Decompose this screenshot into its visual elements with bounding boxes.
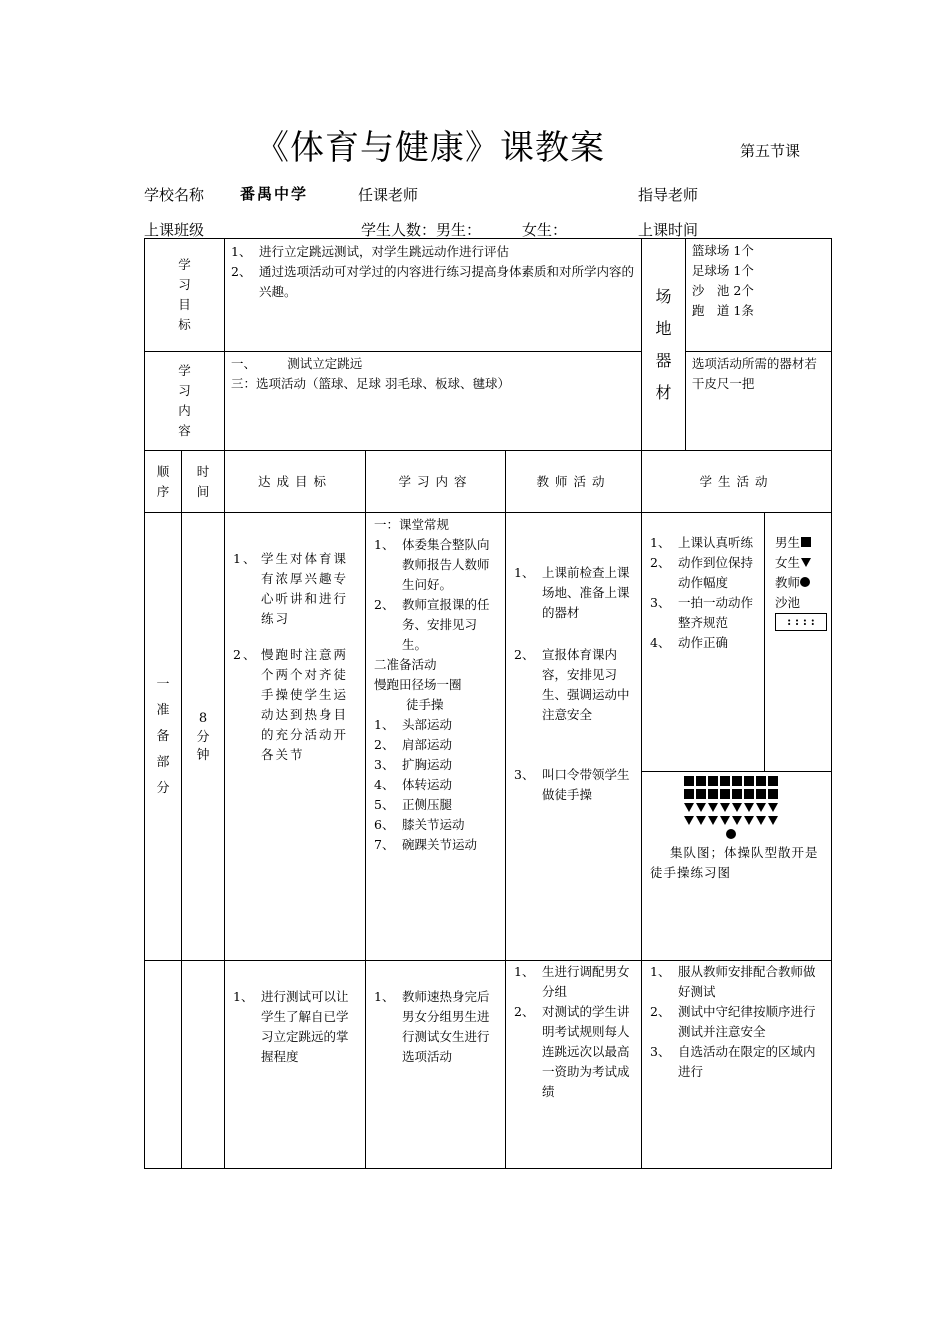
formation-caption: 集队图；体操队型散开是徒手操练习图	[650, 845, 819, 880]
list-item: 2、 对测试的学生讲明考试规则每人连跳远次以最高一资助为考试成绩	[514, 1004, 630, 1099]
list-item: 1、 教师速热身完后男女分组男生进行测试女生进行选项活动	[374, 989, 490, 1064]
list-item: 1、 上课认真听练	[650, 535, 754, 550]
part2-time	[182, 961, 225, 1169]
content-label: 学习内容	[178, 363, 191, 438]
list-item: 1、 上课前检查上课场地、准备上课的器材	[514, 565, 630, 620]
male-square-icon	[801, 537, 811, 547]
list-item: 2、 测试中守纪律按顺序进行测试并注意安全	[650, 1004, 816, 1039]
legend	[765, 513, 831, 771]
part2-order	[145, 961, 182, 1169]
header-teacher: 教师活动	[506, 451, 642, 513]
goals-cell	[225, 239, 642, 352]
content-line-2: 三：选项活动（篮球、足球 羽毛球、板球、毽球）	[231, 376, 510, 391]
content-line-1: 一、 测试立定跳远	[231, 356, 363, 371]
list-item: 1、 进行立定跳远测试，对学生跳远动作进行评估	[231, 244, 510, 259]
list-item: 6、 膝关节运动	[374, 817, 465, 832]
header-order: 顺序	[145, 451, 182, 513]
lesson-number: 第五节课	[740, 142, 801, 160]
part1-time: 8 分钟	[182, 513, 225, 961]
list-item: 2、 通过选项活动可对学过的内容进行练习提高身体素质和对所学内容的兴趣。	[231, 264, 635, 299]
legend-female: 女生	[775, 553, 827, 573]
venue-item: 足球场 1个	[691, 263, 754, 278]
prep-drill: 徒手操	[406, 697, 444, 712]
formation-icon	[638, 775, 823, 841]
lesson-plan-table	[144, 238, 832, 1169]
header-time: 时间	[182, 451, 225, 513]
school-label: 学校名称	[144, 186, 205, 204]
legend-male: 男生	[775, 533, 827, 553]
class-label: 上课班级	[144, 221, 205, 239]
venue-list-cell	[685, 239, 831, 352]
equipment-text: 选项活动所需的器材若干皮尺一把	[691, 356, 817, 391]
list-item: 2、 宣报体育课内容，安排见习生、强调运动中注意安全	[514, 647, 630, 722]
teacher-dot-icon	[800, 577, 810, 587]
list-item: 2、 教师宣报课的任务、安排见习生。	[374, 597, 490, 652]
list-item: 2、 动作到位保持动作幅度	[650, 555, 754, 590]
content-label-cell	[145, 352, 225, 451]
content-cell	[225, 352, 642, 451]
part2-goals	[225, 961, 366, 1169]
sand-pit-icon: : : : :	[775, 613, 827, 631]
header-content: 学习内容	[366, 451, 506, 513]
list-item: 1、 体委集合整队向教师报告人数师生问好。	[374, 537, 490, 592]
list-item: 3、 一拍一动动作整齐规范	[650, 595, 754, 630]
venue-label-cell	[642, 239, 686, 451]
goals-label-cell	[145, 239, 225, 352]
list-item: 2、 慢跑时注意两个两个对齐徒手操使学生运动达到热身目的充分活动开各关节	[233, 647, 349, 762]
list-item: 3、 自选活动在限定的区域内进行	[650, 1044, 816, 1079]
prep-run: 慢跑田径场一圈	[374, 677, 462, 692]
list-item: 1、 进行测试可以让学生了解自已学习立定跳远的掌握程度	[233, 989, 349, 1064]
part2-teacher	[506, 961, 642, 1169]
list-item: 1、 学生对体育课有浓厚兴趣专心听讲和进行练习	[233, 551, 349, 626]
formation-diagram	[642, 772, 831, 883]
time-label: 上课时间	[638, 221, 699, 239]
list-item: 1、 生进行调配男女分组	[514, 964, 630, 999]
list-item: 2、 肩部运动	[374, 737, 453, 752]
content-head: 一：课堂常规	[374, 517, 450, 532]
venue-item: 沙 池 2个	[691, 283, 754, 298]
goals-label: 学习目标	[178, 257, 191, 332]
female-label: 女生：	[522, 221, 568, 239]
part2-student	[642, 961, 832, 1169]
header-goal: 达成目标	[225, 451, 366, 513]
prep-title: 二准备活动	[374, 657, 437, 672]
list-item: 1、 头部运动	[374, 717, 453, 732]
students-label: 学生人数：男生：	[361, 221, 482, 239]
part1-teacher	[506, 513, 642, 961]
header-student: 学生活动	[642, 451, 832, 513]
part1-goals	[225, 513, 366, 961]
list-item: 4、 动作正确	[650, 635, 729, 650]
list-item: 1、 服从教师安排配合教师做好测试	[650, 964, 816, 999]
list-item: 5、 正侧压腿	[374, 797, 453, 812]
legend-sand: 沙池	[775, 595, 801, 610]
part2-content	[366, 961, 506, 1169]
venue-label: 场地器材	[655, 286, 672, 402]
venue-item: 跑 道 1条	[691, 303, 754, 318]
advisor-label: 指导老师	[638, 186, 699, 204]
school-name: 番禺中学	[240, 185, 309, 203]
list-item: 3、 叫口令带领学生做徒手操	[514, 767, 630, 802]
venue-item: 篮球场 1个	[691, 243, 754, 258]
equipment-cell	[685, 352, 831, 451]
page-title: 《体育与健康》课教案	[255, 128, 605, 168]
list-item: 7、 碗踝关节运动	[374, 837, 478, 852]
list-item: 3、 扩胸运动	[374, 757, 453, 772]
list-item: 4、 体转运动	[374, 777, 453, 792]
part1-student	[642, 513, 832, 961]
goals-list	[231, 242, 635, 302]
part1-order: 一准备部分	[145, 513, 182, 961]
teacher-label: 任课老师	[358, 186, 419, 204]
female-triangle-icon	[801, 558, 811, 567]
part1-content	[366, 513, 506, 961]
legend-teacher: 教师	[775, 573, 827, 593]
